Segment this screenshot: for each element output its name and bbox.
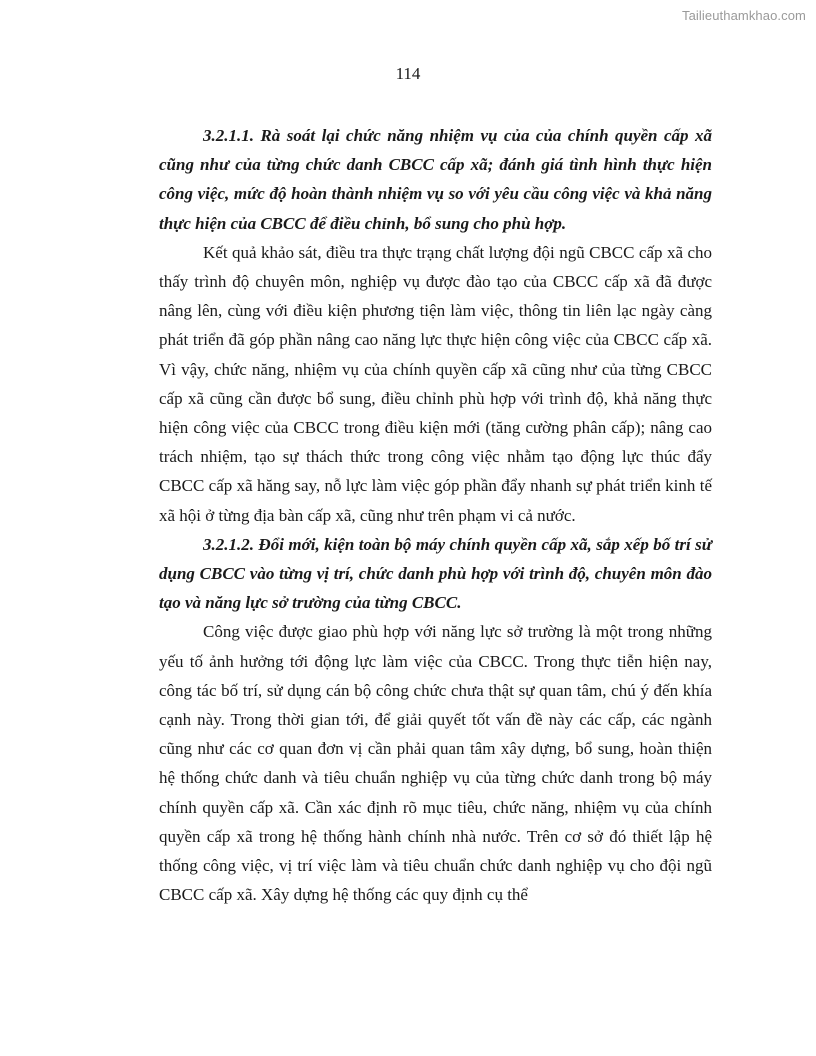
section-heading-3-2-1-2: 3.2.1.2. Đổi mới, kiện toàn bộ máy chính quyền cấp xã, sắp xếp bố trí sử dụng CBCC vào từng vị trí, chức danh phù hợp với trình độ, chuyên môn đào tạo và năng lực sở trường của từng CBCC. [159,534,712,613]
section-heading-3-2-1-1: 3.2.1.1. Rà soát lại chức năng nhiệm vụ của của chính quyền cấp xã cũng như của từng chức danh CBCC cấp xã; đánh giá tình hình thực hiện công việc, mức độ hoàn thành nhiệm vụ so với yêu cầu công việc và khả năng thực hiện của CBCC để điều chỉnh, bổ sung cho phù hợp. [159,126,712,233]
page-number: 114 [395,64,421,83]
document-body [159,121,712,909]
watermark: Tailieuthamkhao.com [681,8,806,23]
section-paragraph-3-2-1-2: Công việc được giao phù hợp với năng lực sở trường là một trong những yếu tố ảnh hưởng tới động lực làm việc của CBCC. Trong thực tiễn hiện nay, công tác bố trí, sử dụng cán bộ công chức chưa thật sự quan tâm, chú ý đến khía cạnh này. Trong thời gian tới, để giải quyết tốt vấn đề này các cấp, các ngành cũng như các cơ quan đơn vị cần phải quan tâm xây dựng, bổ sung, hoàn thiện hệ thống chức danh và tiêu chuẩn nghiệp vụ của từng chức danh trong bộ máy chính quyền cấp xã. Cần xác định rõ mục tiêu, chức năng, nhiệm vụ của chính quyền cấp xã trong hệ thống hành chính nhà nước. Trên cơ sở đó thiết lập hệ thống công việc, vị trí việc làm và tiêu chuẩn chức danh nghiệp vụ cho đội ngũ CBCC cấp xã. Xây dựng hệ thống các quy định cụ thể [159,622,712,905]
section-paragraph-3-2-1-1: Kết quả khảo sát, điều tra thực trạng chất lượng đội ngũ CBCC cấp xã cho thấy trình độ chuyên môn, nghiệp vụ được đào tạo của CBCC cấp xã đã được nâng lên, cùng với điều kiện phương tiện làm việc, thông tin liên lạc ngày càng phát triển đã góp phần nâng cao năng lực thực hiện công việc của CBCC cấp xã. Vì vậy, chức năng, nhiệm vụ của chính quyền cấp xã cũng như của từng CBCC cấp xã cũng cần được bổ sung, điều chỉnh phù hợp với trình độ, khả năng thực hiện công việc của CBCC trong điều kiện mới (tăng cường phân cấp); nâng cao trách nhiệm, tạo sự thách thức trong công việc nhằm tạo động lực thúc đẩy CBCC cấp xã hăng say, nỗ lực làm việc góp phần đẩy nhanh sự phát triển kinh tế xã hội ở từng địa bàn cấp xã, cũng như trên phạm vi cả nước. [159,242,712,525]
